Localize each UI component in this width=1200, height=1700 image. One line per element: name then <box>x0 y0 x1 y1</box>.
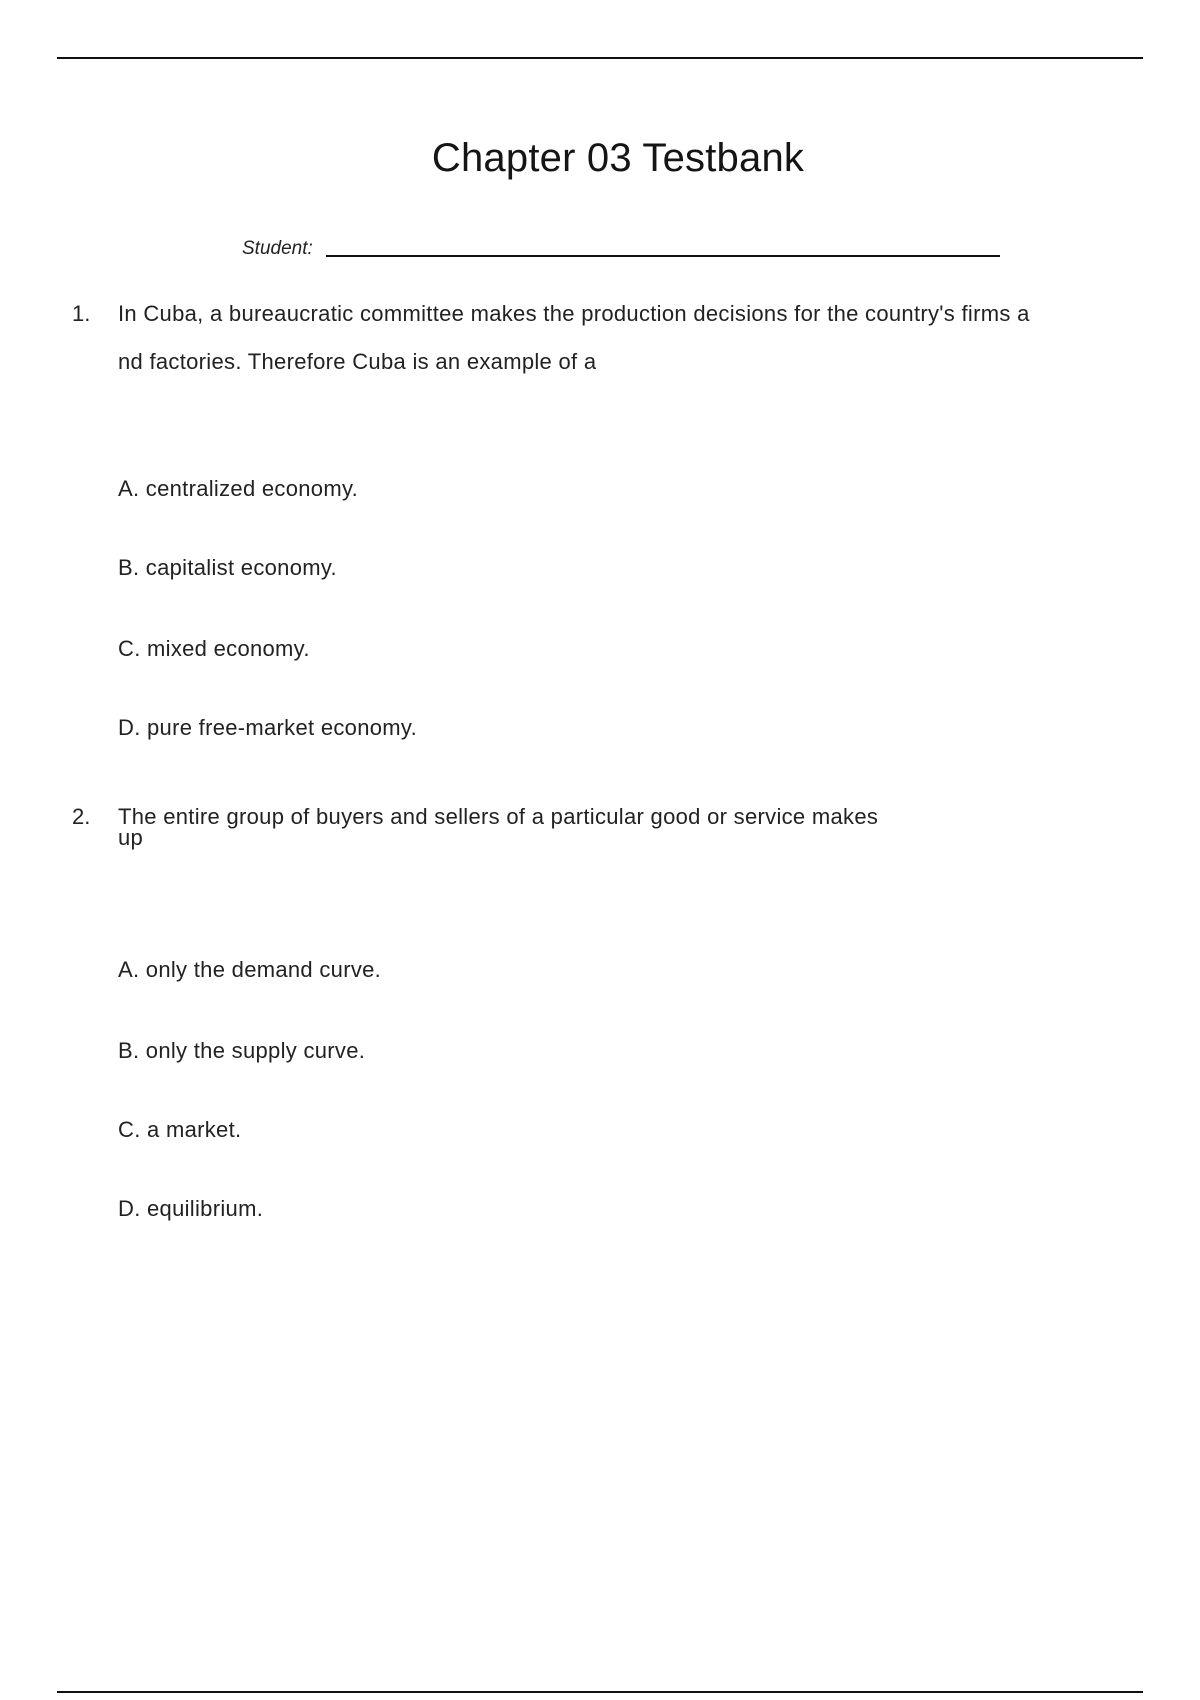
question-2-number: 2. <box>72 804 91 829</box>
question-2-choice-a[interactable]: A. only the demand curve. <box>118 957 382 982</box>
student-label: Student: <box>242 238 313 259</box>
question-1-choice-d[interactable]: D. pure free-market economy. <box>118 715 417 740</box>
bottom-rule <box>57 1691 1143 1693</box>
page-title: Chapter 03 Testbank <box>431 136 805 180</box>
top-rule <box>57 57 1143 59</box>
question-1-choice-c[interactable]: C. mixed economy. <box>118 636 310 661</box>
question-2-line-2: up <box>118 825 144 850</box>
question-2-choice-b[interactable]: B. only the supply curve. <box>118 1038 366 1063</box>
question-2-text <box>118 801 988 849</box>
question-2-choice-c[interactable]: C. a market. <box>118 1117 242 1142</box>
student-name-line <box>326 255 1000 257</box>
question-2-line-1: The entire group of buyers and sellers of a particular good or service makes <box>118 804 879 829</box>
question-1-choice-a[interactable]: A. centralized economy. <box>118 476 359 501</box>
question-1-number: 1. <box>72 301 91 326</box>
question-1-line-1: In Cuba, a bureaucratic committee makes the production decisions for the country's firms a <box>118 301 1030 326</box>
question-1-choice-b[interactable]: B. capitalist economy. <box>118 555 337 580</box>
question-1-line-2: nd factories. Therefore Cuba is an example of a <box>118 349 597 374</box>
question-2-choice-d[interactable]: D. equilibrium. <box>118 1196 264 1221</box>
question-1-text <box>118 298 1138 378</box>
